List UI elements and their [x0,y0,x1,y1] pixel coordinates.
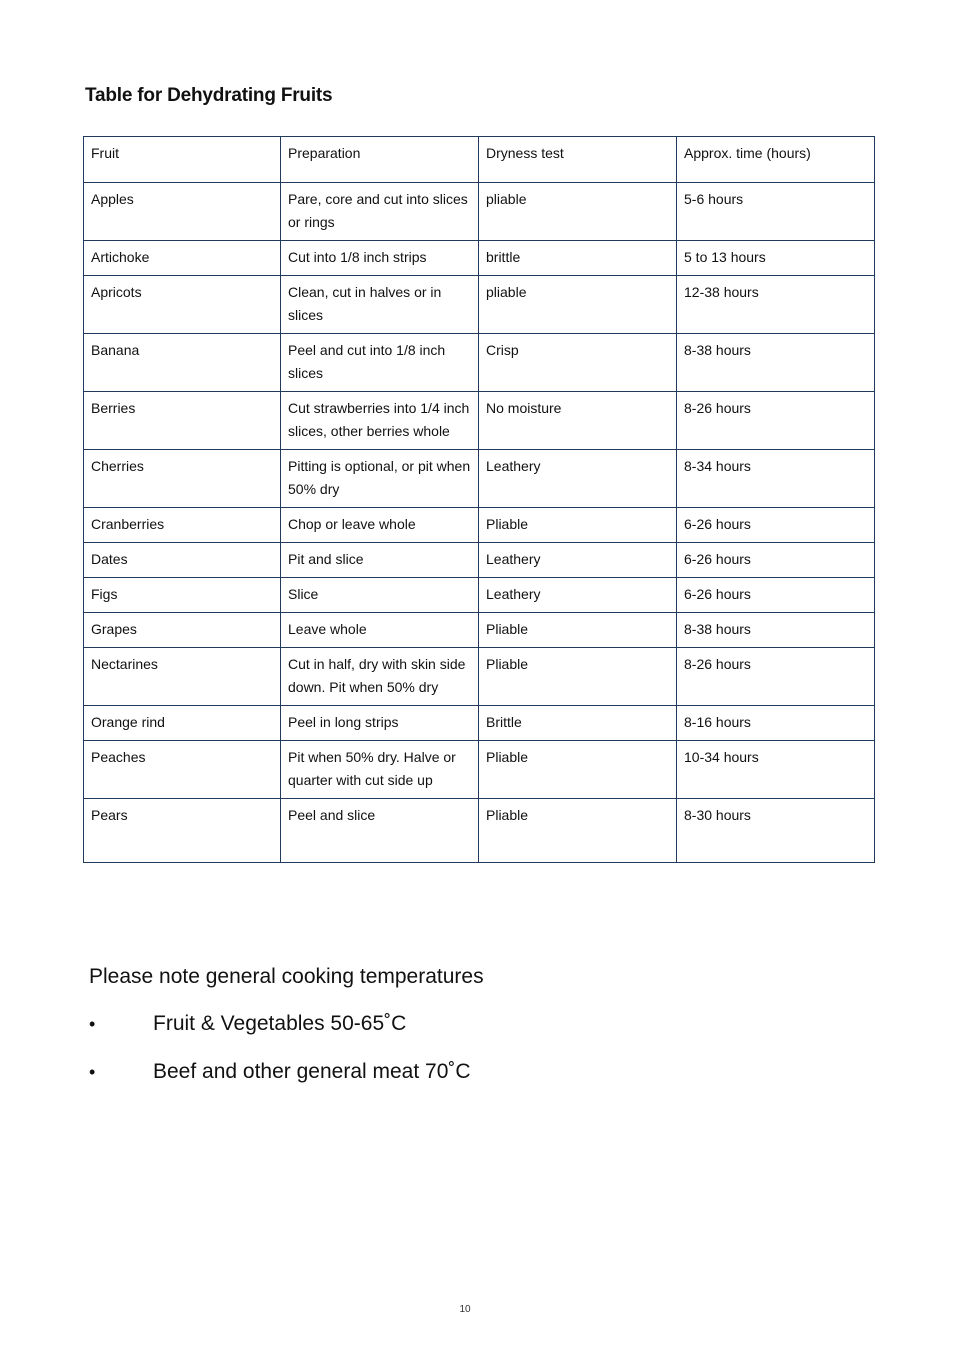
table-row [84,276,875,334]
cell-fruit: Apples [84,183,281,241]
cell-approx-time: 6-26 hours [677,508,875,543]
cell-fruit: Orange rind [84,706,281,741]
cell-dryness-test: Crisp [479,334,677,392]
bullet-icon: • [89,1014,96,1034]
cell-dryness-test: pliable [479,183,677,241]
table-row [84,543,875,578]
cell-approx-time: 8-30 hours [677,799,875,863]
table-row [84,648,875,706]
dehydrating-fruits-table [83,136,875,863]
cell-dryness-test: Leathery [479,543,677,578]
cell-preparation: Pit and slice [281,543,479,578]
cell-fruit: Peaches [84,741,281,799]
table-row [84,450,875,508]
table-row [84,334,875,392]
list-item [89,1007,484,1041]
cell-fruit: Apricots [84,276,281,334]
cell-approx-time: 6-26 hours [677,543,875,578]
cell-approx-time: 8-26 hours [677,648,875,706]
cell-dryness-test: Pliable [479,799,677,863]
cell-dryness-test: Leathery [479,578,677,613]
page-number: 10 [459,1304,471,1315]
table-row [84,741,875,799]
note-text: Fruit & Vegetables 50-65˚C [153,1012,407,1035]
cell-preparation: Cut in half, dry with skin side down. Pit when 50% dry [281,648,479,706]
cell-preparation: Pit when 50% dry. Halve or quarter with cut side up [281,741,479,799]
page-title: Table for Dehydrating Fruits [85,85,333,106]
cell-fruit: Figs [84,578,281,613]
cell-approx-time: 8-34 hours [677,450,875,508]
cell-preparation: Peel in long strips [281,706,479,741]
cell-preparation: Slice [281,578,479,613]
header-dryness-test: Dryness test [479,137,677,183]
header-preparation: Preparation [281,137,479,183]
note-text: Beef and other general meat 70˚C [153,1060,471,1083]
cell-approx-time: 8-26 hours [677,392,875,450]
cell-fruit: Dates [84,543,281,578]
notes-heading: Please note general cooking temperatures [89,965,484,988]
cell-preparation: Peel and slice [281,799,479,863]
table-row [84,183,875,241]
cell-dryness-test: No moisture [479,392,677,450]
cell-approx-time: 5 to 13 hours [677,241,875,276]
table-row [84,613,875,648]
cell-preparation: Chop or leave whole [281,508,479,543]
header-row [84,137,875,183]
cell-preparation: Pitting is optional, or pit when 50% dry [281,450,479,508]
table-row [84,578,875,613]
list-item [89,1055,484,1089]
notes-list [89,1007,484,1089]
cell-dryness-test: Brittle [479,706,677,741]
cell-approx-time: 8-16 hours [677,706,875,741]
cell-fruit: Cherries [84,450,281,508]
cell-dryness-test: Pliable [479,741,677,799]
cell-preparation: Cut strawberries into 1/4 inch slices, other berries whole [281,392,479,450]
cell-approx-time: 12-38 hours [677,276,875,334]
cell-dryness-test: Pliable [479,508,677,543]
table-header [84,137,875,183]
header-fruit: Fruit [84,137,281,183]
cell-fruit: Berries [84,392,281,450]
cell-dryness-test: pliable [479,276,677,334]
cell-fruit: Grapes [84,613,281,648]
cell-fruit: Pears [84,799,281,863]
cell-approx-time: 10-34 hours [677,741,875,799]
cell-dryness-test: Pliable [479,648,677,706]
cell-preparation: Cut into 1/8 inch strips [281,241,479,276]
cell-approx-time: 8-38 hours [677,613,875,648]
cell-fruit: Banana [84,334,281,392]
table-row [84,241,875,276]
cell-fruit: Cranberries [84,508,281,543]
table-row [84,392,875,450]
cell-fruit: Artichoke [84,241,281,276]
table-body [84,183,875,863]
cell-approx-time: 8-38 hours [677,334,875,392]
cell-preparation: Peel and cut into 1/8 inch slices [281,334,479,392]
cell-dryness-test: Pliable [479,613,677,648]
cell-approx-time: 6-26 hours [677,578,875,613]
bullet-icon: • [89,1062,96,1082]
table-row [84,508,875,543]
cell-preparation: Pare, core and cut into slices or rings [281,183,479,241]
cell-dryness-test: Leathery [479,450,677,508]
cell-preparation: Leave whole [281,613,479,648]
temperature-notes [89,960,484,1103]
header-approx-time: Approx. time (hours) [677,137,875,183]
cell-fruit: Nectarines [84,648,281,706]
cell-preparation: Clean, cut in halves or in slices [281,276,479,334]
table-row [84,706,875,741]
cell-approx-time: 5-6 hours [677,183,875,241]
table-row [84,799,875,863]
cell-dryness-test: brittle [479,241,677,276]
